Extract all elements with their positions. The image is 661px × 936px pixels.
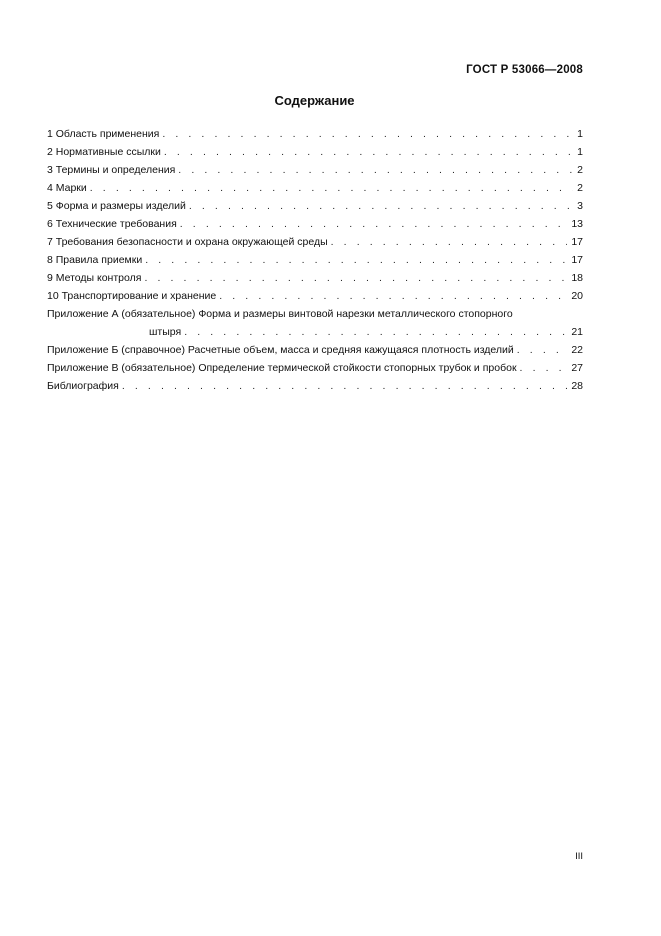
toc-leader-dots [119,377,567,395]
toc-entry-page: 3 [577,200,583,212]
toc-leader-dots [175,161,573,179]
toc-leader-dots [216,287,567,305]
toc-entry[interactable] [47,125,583,143]
toc-entry[interactable] [47,179,583,197]
toc-entry-appendix-a[interactable] [47,305,583,323]
document-code: ГОСТ Р 53066—2008 [466,64,583,76]
toc-entry-page: 2 [577,182,583,194]
table-of-contents [47,125,583,395]
toc-leader-dots [186,197,573,215]
toc-entry-page: 1 [577,146,583,158]
toc-entry-page: 20 [571,290,583,302]
toc-entry-label: 6 Технические требования [47,218,177,230]
toc-entry-label: 10 Транспортирование и хранение [47,290,217,302]
page-number: III [575,851,583,862]
toc-entry[interactable] [47,251,583,269]
toc-entry[interactable] [47,161,583,179]
toc-entry-label: 4 Марки [47,182,87,194]
toc-leader-dots [177,215,568,233]
toc-entry[interactable] [47,359,583,377]
toc-leader-dots [181,323,567,341]
toc-entry-page: 17 [571,236,583,248]
toc-leader-dots [141,269,567,287]
toc-title: Содержание [274,93,355,108]
toc-leader-dots [517,359,568,377]
toc-entry[interactable] [47,377,583,395]
toc-entry-label: 3 Термины и определения [47,164,176,176]
toc-entry-label: 9 Методы контроля [47,272,142,284]
toc-leader-dots [514,341,568,359]
toc-leader-dots [328,233,568,251]
toc-entry-label: Приложение Б (справочное) Расчетные объем, масса и средняя кажущаяся плотность изделий [47,344,514,356]
toc-leader-dots [87,179,573,197]
toc-entry-label: 8 Правила приемки [47,254,143,266]
toc-entry-label: Библиография [47,380,119,392]
toc-entry-page: 18 [571,272,583,284]
toc-entry-label: 1 Область применения [47,128,160,140]
toc-leader-dots [161,143,573,161]
toc-entry[interactable] [47,287,583,305]
toc-entry-appendix-a-continued[interactable] [47,323,583,341]
toc-entry-page: 2 [577,164,583,176]
toc-entry[interactable] [47,269,583,287]
toc-entry[interactable] [47,143,583,161]
toc-entry-label: 2 Нормативные ссылки [47,146,161,158]
toc-entry-label: 7 Требования безопасности и охрана окружающей среды [47,236,328,248]
toc-entry-page: 27 [571,362,583,374]
toc-entry[interactable] [47,341,583,359]
toc-entry[interactable] [47,197,583,215]
toc-leader-dots [142,251,567,269]
toc-entry[interactable] [47,233,583,251]
toc-entry-page: 22 [571,344,583,356]
toc-entry-page: 21 [571,326,583,338]
toc-entry-page: 13 [571,218,583,230]
toc-entry-page: 28 [571,380,583,392]
toc-entry-label-continued: штыря [149,326,182,338]
toc-entry-label: Приложение А (обязательное) Форма и размеры винтовой нарезки металлического стопорного [47,308,513,320]
toc-entry-page: 1 [577,128,583,140]
toc-leader-dots [159,125,573,143]
toc-entry-label: 5 Форма и размеры изделий [47,200,186,212]
toc-entry-page: 17 [571,254,583,266]
toc-entry-label: Приложение В (обязательное) Определение термической стойкости стопорных трубок и пробок [47,362,517,374]
toc-entry[interactable] [47,215,583,233]
